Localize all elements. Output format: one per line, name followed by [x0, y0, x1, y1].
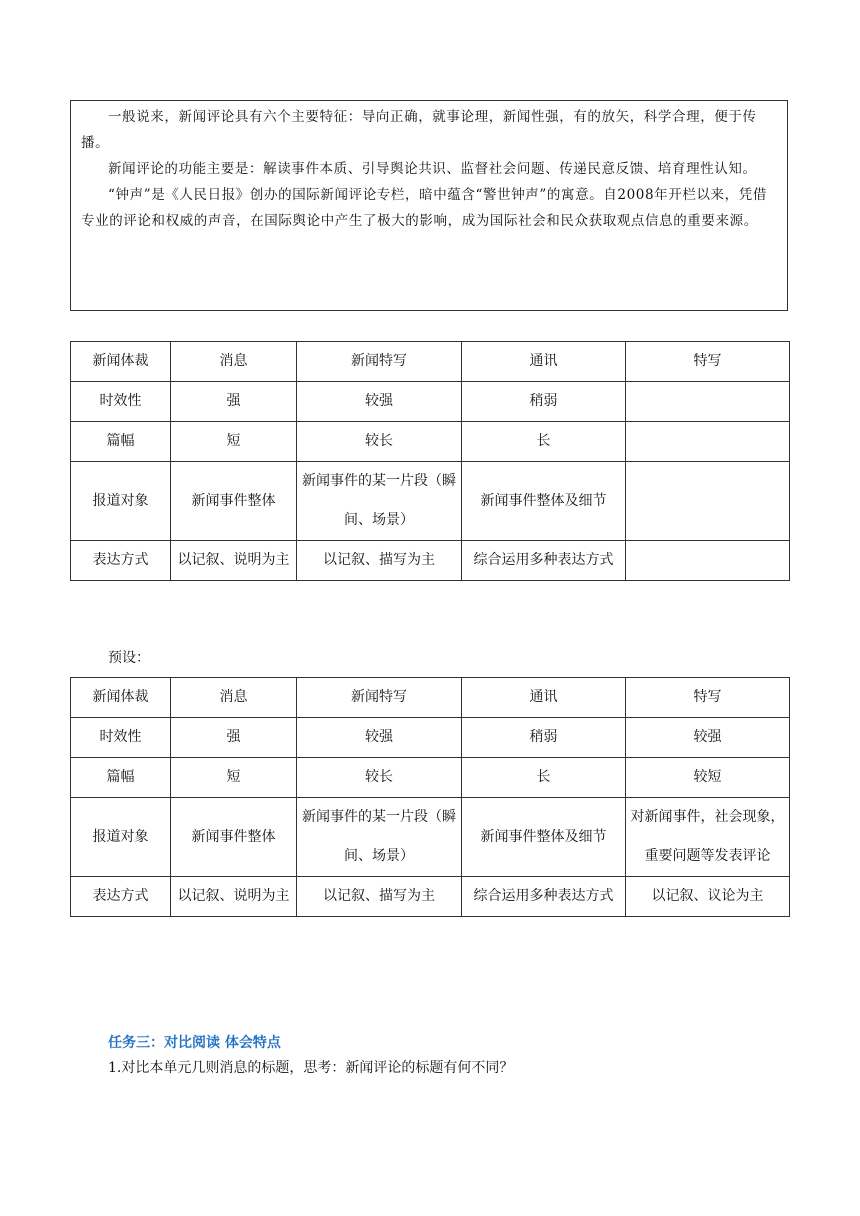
question-text: 1.对比本单元几则消息的标题，思考：新闻评论的标题有何不同？: [108, 1060, 514, 1076]
table-cell: 报道对象: [71, 462, 171, 541]
table-cell: 篇幅: [71, 422, 171, 462]
table-cell: 综合运用多种表达方式: [462, 877, 626, 917]
table-cell: [626, 422, 790, 462]
table-cell: 新闻事件整体: [171, 462, 297, 541]
intro-paragraph: “钟声”是《人民日报》创办的国际新闻评论专栏，暗中蕴含“警世钟声”的寓意。自2008年开栏以来，凭借专业的评论和权威的声音，在国际舆论中产生了极大的影响，成为国际社会和民众获取观点信息的重要来源。: [81, 187, 767, 229]
table-cell: 对新闻事件，社会现象，重要问题等发表评论: [626, 798, 790, 877]
table-cell: 新闻体裁: [71, 342, 171, 382]
table-cell: 较长: [297, 422, 462, 462]
table-cell: 以记叙、描写为主: [297, 877, 462, 917]
table-row: [71, 718, 790, 758]
table-row: [71, 877, 790, 917]
table-cell: 较强: [297, 718, 462, 758]
genre-comparison-table: [70, 341, 790, 581]
table-cell: 新闻事件的某一片段（瞬间、场景）: [297, 462, 462, 541]
table-cell: 稍弱: [462, 718, 626, 758]
table-cell: 较长: [297, 758, 462, 798]
table-row: [71, 541, 790, 581]
table-cell: 报道对象: [71, 798, 171, 877]
table-cell: 短: [171, 422, 297, 462]
table-cell: 以记叙、说明为主: [171, 541, 297, 581]
table-cell: 新闻事件的某一片段（瞬间、场景）: [297, 798, 462, 877]
table-cell: 时效性: [71, 718, 171, 758]
table-cell: 较短: [626, 758, 790, 798]
table-cell: 消息: [171, 342, 297, 382]
table-cell: 特写: [626, 678, 790, 718]
table-cell: [626, 541, 790, 581]
preset-label: 预设：: [108, 650, 150, 666]
table-cell: 较强: [626, 718, 790, 758]
table-cell: 篇幅: [71, 758, 171, 798]
table-cell: [626, 382, 790, 422]
table-cell: 新闻事件整体及细节: [462, 798, 626, 877]
table-cell: 较强: [297, 382, 462, 422]
table-cell: 以记叙、说明为主: [171, 877, 297, 917]
table-cell: 新闻事件整体及细节: [462, 462, 626, 541]
table-row: [71, 382, 790, 422]
task-heading: 任务三：对比阅读 体会特点: [108, 1035, 281, 1051]
table-row: [71, 798, 790, 877]
table-cell: 综合运用多种表达方式: [462, 541, 626, 581]
table-cell: 以记叙、议论为主: [626, 877, 790, 917]
table-cell: 通讯: [462, 678, 626, 718]
table-cell: 新闻事件整体: [171, 798, 297, 877]
table-header-row: [71, 678, 790, 718]
intro-box: [70, 100, 788, 311]
table-cell: 新闻特写: [297, 678, 462, 718]
table-cell: 短: [171, 758, 297, 798]
table-row: [71, 758, 790, 798]
table-cell: 新闻特写: [297, 342, 462, 382]
table-cell: 强: [171, 382, 297, 422]
intro-paragraph: 新闻评论的功能主要是：解读事件本质、引导舆论共识、监督社会问题、传递民意反馈、培育理性认知。: [108, 161, 757, 177]
table-cell: 通讯: [462, 342, 626, 382]
table-cell: 以记叙、描写为主: [297, 541, 462, 581]
table-row: [71, 462, 790, 541]
table-cell: 消息: [171, 678, 297, 718]
table-cell: 表达方式: [71, 877, 171, 917]
table-cell: 新闻体裁: [71, 678, 171, 718]
table-cell: [626, 462, 790, 541]
table-cell: 特写: [626, 342, 790, 382]
table-header-row: [71, 342, 790, 382]
genre-comparison-table-answer: [70, 677, 790, 917]
table-cell: 长: [462, 758, 626, 798]
table-cell: 强: [171, 718, 297, 758]
intro-paragraph: 一般说来，新闻评论具有六个主要特征：导向正确，就事论理，新闻性强，有的放矢，科学合理，便于传播。: [81, 109, 757, 151]
table-cell: 时效性: [71, 382, 171, 422]
table-row: [71, 422, 790, 462]
table-cell: 表达方式: [71, 541, 171, 581]
table-cell: 稍弱: [462, 382, 626, 422]
table-cell: 长: [462, 422, 626, 462]
